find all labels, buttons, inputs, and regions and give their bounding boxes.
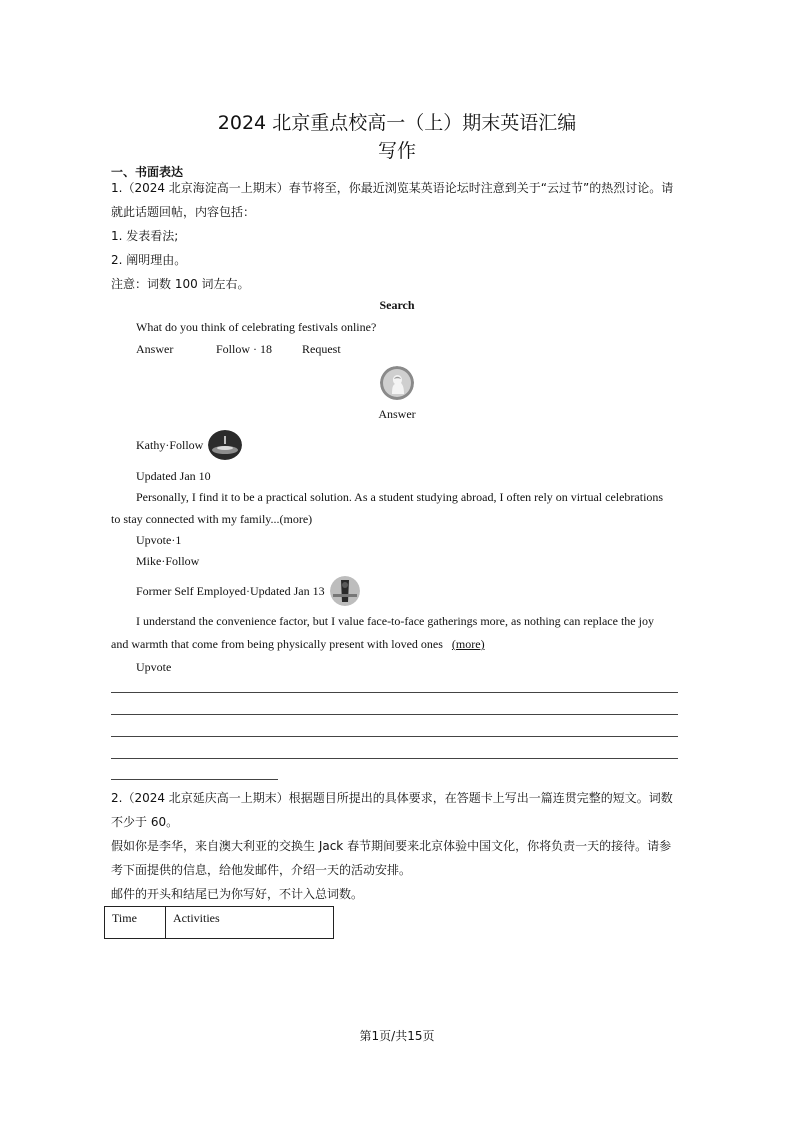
answer-label: Answer bbox=[378, 407, 416, 421]
post2-upvote: Upvote bbox=[136, 660, 172, 674]
page-number: 第1页/共15页 bbox=[359, 1029, 435, 1043]
post1-upvote: Upvote·1 bbox=[136, 533, 182, 547]
activities-table bbox=[104, 906, 334, 939]
question2-line2: 不少于 60。 bbox=[111, 815, 179, 829]
question1-point1: 1. 发表看法; bbox=[111, 229, 179, 243]
forum-question: What do you think of celebrating festivals online? bbox=[136, 320, 377, 334]
post1-body-line2: to stay connected with my family...(more) bbox=[111, 512, 313, 526]
question1-line2: 就此话题回帖，内容包括： bbox=[111, 205, 256, 219]
question1-note: 注意：词数 100 词左右。 bbox=[111, 277, 250, 291]
table-header-row bbox=[105, 907, 334, 939]
post2-body-line2 bbox=[111, 637, 485, 652]
post1-updated: Updated Jan 10 bbox=[136, 469, 211, 483]
post1-author: Kathy·Follow bbox=[136, 438, 204, 452]
table-header-time: Time bbox=[105, 907, 166, 939]
post2-body-line2-text: and warmth that come from being physically present with loved ones bbox=[111, 637, 443, 651]
post2-meta: Former Self Employed·Updated Jan 13 bbox=[136, 584, 325, 598]
forum-request-tab: Request bbox=[302, 342, 341, 356]
post2-more-link[interactable]: (more) bbox=[451, 637, 485, 651]
question2-line3: 假如你是李华，来自澳大利亚的交换生 Jack 春节期间要来北京体验中国文化，你将负责一天的接待。请参 bbox=[111, 839, 672, 853]
document-title: 2024 北京重点校高一（上）期末英语汇编 bbox=[217, 112, 577, 134]
section-heading: 一、书面表达 bbox=[111, 165, 184, 179]
question2-line5: 邮件的开头和结尾已为你写好，不计入总词数。 bbox=[111, 887, 364, 901]
post2-body-line1: I understand the convenience factor, but I value face-to-face gatherings more, as nothing can replace the joy bbox=[136, 614, 654, 628]
question1-point2: 2. 阐明理由。 bbox=[111, 253, 187, 267]
table-header-activities: Activities bbox=[166, 907, 334, 939]
post2-avatar-icon bbox=[330, 576, 360, 606]
question2-line1: 2.（2024 北京延庆高一上期末）根据题目所提出的具体要求，在答题卡上写出一篇连贯完整的短文。词数 bbox=[111, 791, 673, 805]
answer-line-5 bbox=[111, 779, 278, 780]
post1-body-line1: Personally, I find it to be a practical solution. As a student studying abroad, I often rely on virtual celebrations bbox=[136, 490, 664, 504]
forum-follow-tab: Follow · 18 bbox=[216, 342, 273, 356]
question1-line1: 1.（2024 北京海淀高一上期末）春节将至，你最近浏览某英语论坛时注意到关于“云过节”的热烈讨论。请 bbox=[111, 181, 674, 195]
answer-line-3 bbox=[111, 736, 678, 737]
answer-line-1 bbox=[111, 692, 678, 693]
forum-answer-tab: Answer bbox=[136, 342, 174, 356]
question2-line4: 考下面提供的信息，给他发邮件，介绍一天的活动安排。 bbox=[111, 863, 412, 877]
answer-line-4 bbox=[111, 758, 678, 759]
document-subtitle: 写作 bbox=[377, 140, 416, 162]
forum-search-label: Search bbox=[379, 298, 415, 312]
answer-avatar-icon bbox=[380, 366, 414, 400]
answer-line-2 bbox=[111, 714, 678, 715]
post2-author: Mike·Follow bbox=[136, 554, 200, 568]
post1-avatar-icon bbox=[208, 430, 242, 460]
